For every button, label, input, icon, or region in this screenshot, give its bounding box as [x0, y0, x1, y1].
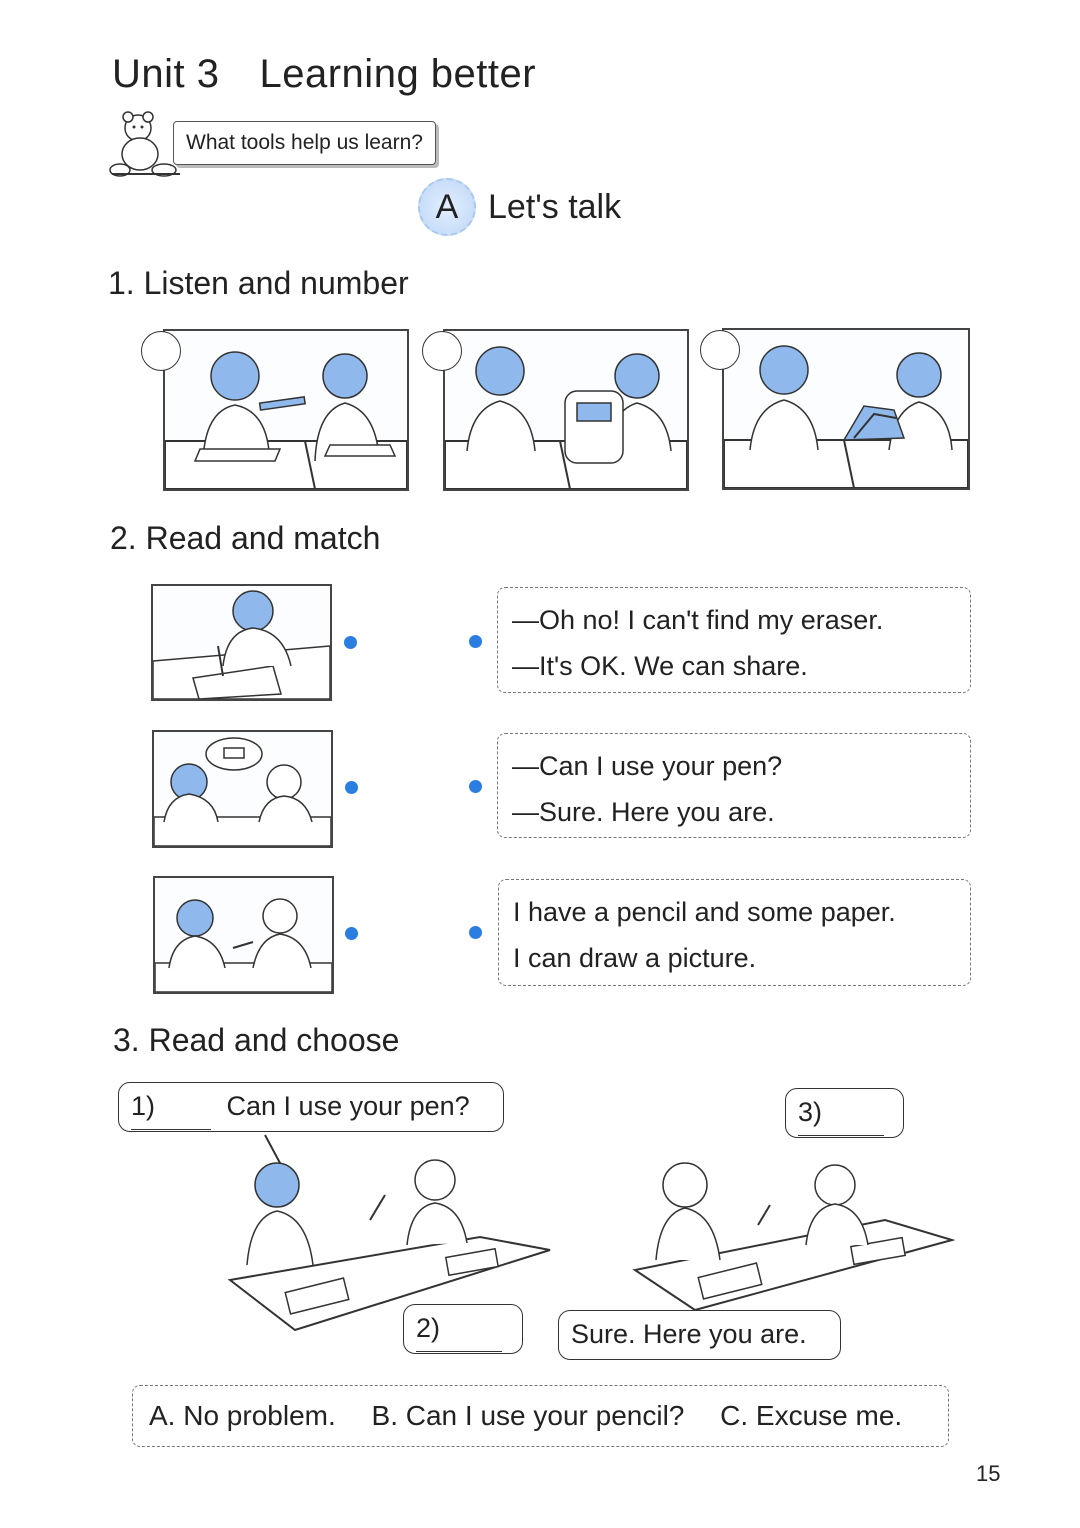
boy-girl-ruler-illustration — [165, 331, 407, 489]
section-a-header — [418, 176, 621, 238]
match-picture-2 — [152, 730, 333, 848]
dialog-3-line-1: I have a pencil and some paper. — [513, 897, 896, 927]
speech-bubble-4 — [558, 1310, 841, 1360]
answer-options-box — [132, 1385, 949, 1447]
option-a[interactable]: A. No problem. — [149, 1400, 336, 1431]
speech-bubble-1 — [118, 1082, 504, 1132]
option-b[interactable]: B. Can I use your pencil? — [371, 1400, 685, 1431]
dialog-2-line-1: —Can I use your pen? — [512, 751, 783, 781]
dialog-1-line-2: —It's OK. We can share. — [512, 651, 808, 681]
boy-thinking-eraser-illustration — [154, 732, 331, 846]
dialog-2-line-2: —Sure. Here you are. — [512, 797, 775, 827]
match-dot-right-3[interactable] — [469, 926, 482, 939]
dialog-box-2 — [497, 733, 971, 838]
unit-name: Learning better — [259, 52, 537, 96]
dialog-3-line-2: I can draw a picture. — [513, 943, 757, 973]
dialog-box-1 — [497, 587, 971, 693]
bubble-1-text: Can I use your pen? — [226, 1091, 470, 1121]
match-dot-left-2[interactable] — [345, 781, 358, 794]
dialog-box-3 — [498, 879, 971, 986]
unit-number: Unit 3 — [112, 52, 220, 96]
match-picture-1 — [151, 584, 332, 701]
match-dot-left-1[interactable] — [344, 636, 357, 649]
dialog-1-line-1: —Oh no! I can't find my eraser. — [512, 605, 884, 635]
match-picture-3 — [153, 876, 334, 994]
unit-title — [112, 52, 536, 97]
match-dot-left-3[interactable] — [345, 927, 358, 940]
section-label: Let's talk — [488, 187, 622, 226]
page-number: 15 — [976, 1461, 1001, 1486]
listen-picture-2 — [443, 329, 689, 491]
match-dot-right-1[interactable] — [469, 635, 482, 648]
number-circle-3[interactable] — [700, 330, 740, 370]
listen-picture-1 — [163, 329, 409, 491]
listen-picture-3 — [722, 328, 970, 490]
blank-3-number: 3) — [798, 1097, 823, 1127]
blank-1-number: 1) — [131, 1091, 156, 1121]
blank-3[interactable] — [798, 1089, 884, 1136]
girl-boy-pen-illustration — [155, 878, 332, 992]
blank-2[interactable] — [416, 1305, 502, 1352]
option-c[interactable]: C. Excuse me. — [720, 1400, 903, 1431]
scene-right-illustration — [630, 1150, 955, 1320]
match-dot-right-2[interactable] — [469, 780, 482, 793]
exercise-1-heading: 1. Listen and number — [108, 265, 409, 301]
boy-girl-books-illustration — [724, 330, 968, 488]
blank-2-number: 2) — [416, 1313, 441, 1343]
boy-girl-schoolbag-illustration — [445, 331, 687, 489]
number-circle-1[interactable] — [141, 331, 181, 371]
exercise-2-heading: 2. Read and match — [110, 520, 381, 556]
bubble-4-text: Sure. Here you are. — [571, 1319, 807, 1349]
section-letter-badge: A — [418, 178, 476, 236]
guiding-question: What tools help us learn? — [173, 121, 436, 165]
speech-bubble-2 — [403, 1304, 523, 1354]
number-circle-2[interactable] — [422, 331, 462, 371]
speech-bubble-3 — [785, 1088, 904, 1138]
exercise-3-heading: 3. Read and choose — [113, 1022, 400, 1058]
girl-drawing-illustration — [153, 586, 330, 699]
blank-1[interactable] — [131, 1083, 211, 1130]
